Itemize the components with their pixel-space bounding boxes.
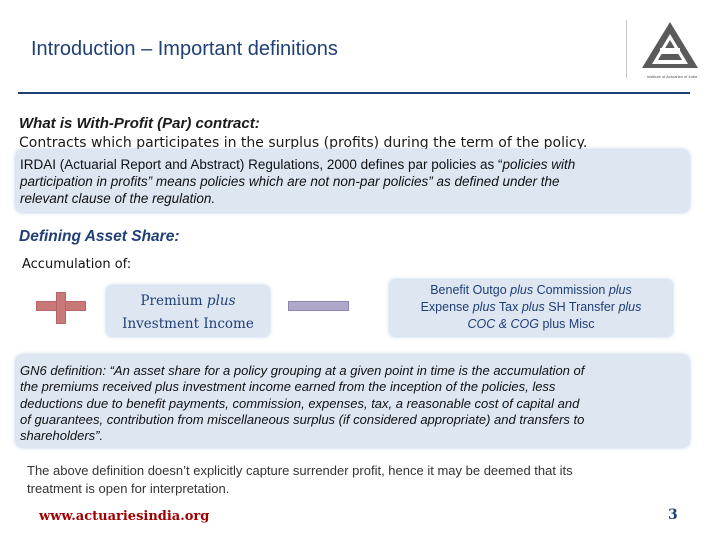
surrender-profit-note [27, 462, 677, 498]
gn6-line: shareholders”. [20, 428, 104, 444]
par-contract-subheading: Contracts which participates in the surplus (profits) during the term of the policy. [19, 135, 588, 149]
benefit-line2 [390, 300, 672, 314]
gn6-definition-text [20, 363, 681, 444]
def-italic-2: participation in profits [20, 174, 148, 189]
minus-sign-icon [288, 301, 349, 311]
page-number: 3 [668, 507, 678, 523]
gn6-line: the premiums received plus investment income earned from the inception of the policies, less [20, 379, 556, 395]
accumulation-label: Accumulation of: [22, 257, 132, 272]
b2p3: plus [618, 300, 642, 314]
par-contract-heading: What is With-Profit (Par) contract: [19, 115, 260, 132]
premium-word: Premium [140, 293, 203, 309]
def-italic-1: policies with [502, 157, 576, 172]
benefit-line3 [390, 317, 672, 331]
gn6-line: of guarantees, contribution from miscellaneous surplus (if considered appropriate) and transfers to [20, 411, 585, 427]
irdai-definition-text [20, 156, 679, 207]
b3a: COC & COG [467, 317, 539, 331]
irdai-definition-box [16, 150, 689, 212]
b3b: plus Misc [542, 317, 595, 331]
gn6-definition-box [16, 355, 689, 447]
b2b: Tax [498, 300, 519, 314]
plus-sign-vertical [56, 292, 66, 324]
def-prefix: IRDAI (Actuarial Report and Abstract) Regulations, 2000 defines par policies as “ [20, 157, 503, 172]
logo-caption: Institute of Actuaries of India [646, 74, 698, 79]
def-line2-rest: ” means policies which are not non-par policies” as defined under the [147, 174, 560, 189]
note-line2: treatment is open for interpretation. [27, 481, 230, 496]
gn6-line: deductions due to benefit payments, commission, expenses, tax, a reasonable cost of capital and [20, 395, 580, 411]
premium-line2: Investment Income [122, 316, 254, 332]
b1p2: plus [608, 283, 632, 297]
benefit-outgo-box [390, 280, 672, 336]
premium-line1 [107, 293, 269, 309]
gn6-line: GN6 definition: “An asset share for a policy grouping at a given point in time is the accumulation of [20, 363, 585, 378]
note-line1: The above definition doesn’t explicitly capture surrender profit, hence it may be deemed that its [27, 463, 573, 478]
b2c: SH Transfer [548, 300, 615, 314]
b2p2: plus [521, 300, 545, 314]
footer-url-link[interactable]: www.actuariesindia.org [39, 509, 210, 524]
b1p: plus [510, 283, 534, 297]
institute-logo-icon [630, 18, 710, 82]
b2p: plus [472, 300, 496, 314]
b1a: Benefit Outgo [430, 283, 507, 297]
title-rule [18, 92, 690, 94]
premium-box [107, 286, 269, 336]
benefit-line1 [390, 283, 672, 297]
b1b: Commission [536, 283, 606, 297]
slide-title: Introduction – Important definitions [31, 38, 338, 60]
premium-plus: plus [206, 293, 236, 309]
b2a: Expense [420, 300, 470, 314]
header-separator [626, 20, 627, 78]
asset-share-heading: Defining Asset Share: [19, 228, 180, 245]
def-line3: relevant clause of the regulation. [20, 191, 216, 206]
